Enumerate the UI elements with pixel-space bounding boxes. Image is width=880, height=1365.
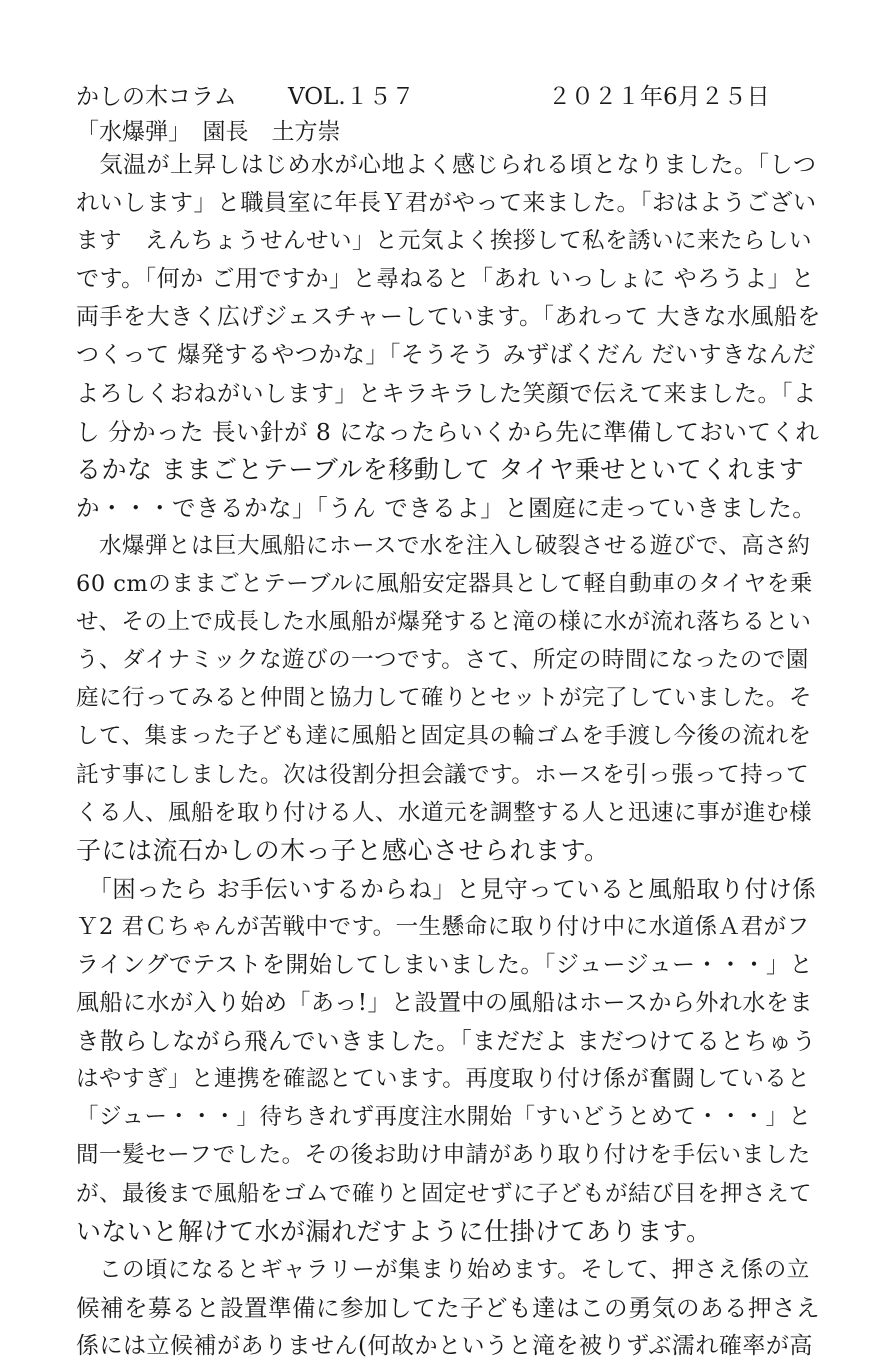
body-line: 「ジュー・・・」待ちきれず再度注水開始「すいどうとめて・・・」と <box>76 1104 812 1131</box>
body-line: う、ダイナミックな遊びの一つです。さて、所定の時間になったので園 <box>76 647 809 674</box>
body-line: して、集まった子ども達に風船と固定具の輪ゴムを手渡し今後の流れを <box>76 723 812 750</box>
body-line: 水爆弾とは巨大風船にホースで水を注入し破裂させる遊びで、高さ約 <box>76 532 811 559</box>
body-line: この頃になるとギャラリーが集まり始めます。そして、押さえ係の立 <box>76 1256 810 1283</box>
column-name: かしの木コラム <box>76 84 237 110</box>
body-line: ライングでテストを開始してしまいました。「ジュージュー・・・」と <box>76 951 814 978</box>
body-line: です。「何か ご用ですか」と尋ねると「あれ いっしょに やろうよ」と <box>76 266 815 293</box>
body-line: せ、その上で成長した水風船が爆発すると滝の様に水が流れ落ちるとい <box>76 609 812 636</box>
body-line: 子には流石かしの木っ子と感心させられます。 <box>76 835 610 865</box>
publication-date: ２０２１年6月２５日 <box>548 84 770 110</box>
column-header <box>76 78 816 110</box>
body-line: 両手を大きく広げジェスチャーしています。「あれって 大きな水風船を <box>76 304 821 331</box>
body-line: よろしくおねがいします」とキラキラした笑顔で伝えて来ました。「よ <box>76 380 817 407</box>
article-body <box>76 146 820 1365</box>
body-line: つくって 爆発するやつかな」「そうそう みずばくだん だいすきなんだ <box>76 342 816 369</box>
body-line: いないと解けて水が漏れだすように仕掛けてあります。 <box>76 1216 712 1246</box>
body-line: ます えんちょうせんせい」と元気よく挨拶して私を誘いに来たらしい <box>76 228 813 255</box>
body-line: し 分かった 長い針が 8 になったらいくから先に準備しておいてくれ <box>76 417 820 446</box>
body-line: るかな ままごとテーブルを移動して タイヤ乗せといてくれます <box>76 454 805 484</box>
body-line: はやすぎ」と連携を確認とています。再度取り付け係が奮闘していると <box>76 1066 811 1093</box>
body-line: き散らしながら飛んでいきました。「まだだよ まだつけてるとちゅう <box>76 1027 817 1056</box>
body-line: Ｙ2 君Ｃちゃんが苦戦中です。一生懸命に取り付け中に水道係Ａ君がフ <box>76 913 810 940</box>
body-line: 係には立候補がありません(何故かというと滝を被りずぶ濡れ確率が高 <box>76 1332 813 1359</box>
volume-number: VOL.１５７ <box>288 84 415 110</box>
body-line: 風船に水が入り始め「あっ!」と設置中の風船はホースから外れ水をま <box>76 990 813 1017</box>
body-line: 庭に行ってみると仲間と協力して確りとセットが完了していました。そ <box>76 685 813 712</box>
body-line: くる人、風船を取り付ける人、水道元を調整する人と迅速に事が進む様 <box>76 799 813 826</box>
body-line: 間一髪セーフでした。その後お助け申請があり取り付けを手伝いました <box>76 1142 811 1169</box>
body-line: 「困ったら お手伝いするからね」と見守っていると風船取り付け係 <box>76 874 817 903</box>
body-line: 候補を募ると設置準備に参加してた子ども達はこの勇気のある押さえ <box>76 1293 820 1322</box>
body-line: れいします」と職員室に年長Ｙ君がやって来ました。「おはようござい <box>76 190 817 217</box>
body-line: 託す事にしました。次は役割分担会議です。ホースを引っ張って持って <box>76 761 810 788</box>
body-line: か・・・できるかな」「うん できるよ」と園庭に走っていきました。 <box>76 493 817 522</box>
body-line: が、最後まで風船をゴムで確りと固定せずに子どもが結び目を押さえて <box>76 1180 813 1207</box>
article-title: 「水爆弾」 園長 土方崇 <box>76 119 341 145</box>
body-line: 気温が上昇しはじめ水が心地よく感じられる頃となりました。「しつ <box>76 152 817 178</box>
body-line: 60 cmのままごとテーブルに風船安定器具として軽自動車のタイヤを乗 <box>76 571 813 598</box>
